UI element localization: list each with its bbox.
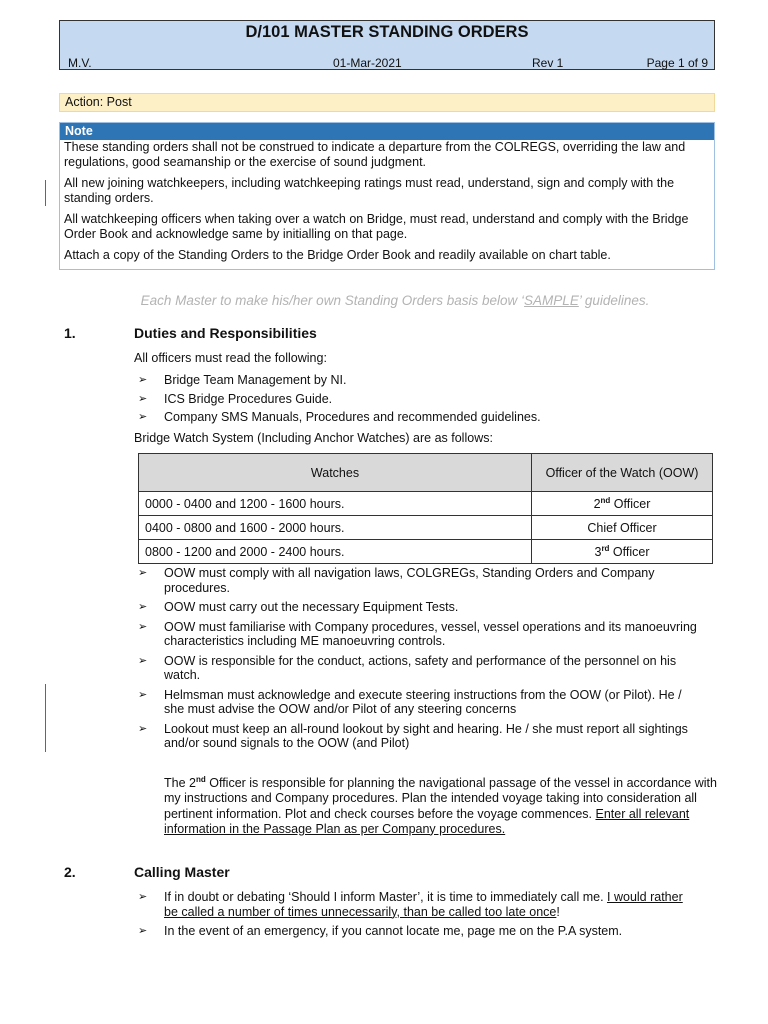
table-row [139,492,713,516]
watch-officer: 2nd Officer [532,492,713,516]
arrow-bullet-icon: ➢ [138,688,148,701]
list-item: ➢ OOW must comply with all navigation laws, COLGREGs, Standing Orders and Company procedures. [138,566,655,595]
list-item: ➢ OOW must familiarise with Company procedures, vessel, vessel operations and its manoeuvring characteristics including ME manoeuvring controls. [138,619,697,648]
column-header: Watches [139,454,532,492]
sample-word: SAMPLE [524,293,579,308]
note-heading: Note [60,123,714,140]
arrow-bullet-icon: ➢ [138,925,148,937]
list-item: ➢ OOW is responsible for the conduct, actions, safety and performance of the personnel on his watch. [138,653,677,682]
watch-officer: 3rd Officer [532,540,713,564]
arrow-bullet-icon: ➢ [138,411,148,423]
section-number: 2. [64,864,76,880]
arrow-bullet-icon: ➢ [138,374,148,386]
table-row [139,540,713,564]
note-box [59,122,715,270]
watch-officer: Chief Officer [532,516,713,540]
note-paragraph: All watchkeeping officers when taking over a watch on Bridge, must read, understand and comply with the Bridge Order Book and acknowledge same by initialling on that page. [64,212,689,241]
arrow-bullet-icon: ➢ [138,891,148,903]
list-item: ➢ Company SMS Manuals, Procedures and recommended guidelines. [138,410,541,424]
arrow-bullet-icon: ➢ [138,392,148,405]
list-item: ➢ Bridge Team Management by NI. [138,373,347,387]
column-header: Officer of the Watch (OOW) [532,454,713,492]
note-paragraph: Attach a copy of the Standing Orders to the Bridge Order Book and readily available on chart table. [64,248,611,262]
list-item: ➢ If in doubt or debating ‘Should I inform Master’, it is time to immediately call me. I would rather be called a number of times unnecessarily, than be called too late once! [138,890,683,919]
arrow-bullet-icon: ➢ [138,654,148,667]
action-banner: Action: Post [59,93,715,112]
sample-guideline-note: Each Master to make his/her own Standing Orders basis below ‘SAMPLE’ guidelines. [140,293,650,308]
change-bar [45,180,46,206]
arrow-bullet-icon: ➢ [138,601,148,613]
revision: Rev 1 [532,56,564,70]
section-title: Duties and Responsibilities [134,325,317,341]
watch-period: 0800 - 1200 and 2000 - 2400 hours. [139,540,532,564]
table-row [139,516,713,540]
section-title: Calling Master [134,864,230,880]
page-number: Page 1 of 9 [646,56,708,70]
calling-master-list [138,890,688,939]
watch-period: 0000 - 0400 and 1200 - 1600 hours. [139,492,532,516]
passage-planning-paragraph: The 2nd Officer is responsible for planning the navigational passage of the vessel in accordance with my instructions and Company procedures. Plan the intended voyage taking into consideration all pertinent information. Plot and check courses before the voyage commences. Enter all relevant information in the Passage Plan as per Company procedures. [164,775,717,836]
list-item: ➢ OOW must carry out the necessary Equipment Tests. [138,600,459,614]
reading-intro: All officers must read the following: [134,351,327,365]
arrow-bullet-icon: ➢ [138,620,148,633]
document-title: D/101 MASTER STANDING ORDERS [245,23,529,41]
list-item: ➢ ICS Bridge Procedures Guide. [138,391,333,406]
watch-system-intro: Bridge Watch System (Including Anchor Watches) are as follows: [134,431,493,445]
duties-list [138,566,698,751]
arrow-bullet-icon: ➢ [138,567,148,579]
note-paragraph: These standing orders shall not be construed to indicate a departure from the COLREGS, overriding the law and regulations, good seamanship or the exercise of sound judgment. [64,140,686,169]
list-item: ➢ Helmsman must acknowledge and execute steering instructions from the OOW (or Pilot). He / she must advise the OOW and/or Pilot of any steering concerns [138,687,682,716]
passage-plan-requirement: Enter all relevant information in the Passage Plan as per Company procedures. [164,806,690,836]
section-number: 1. [64,325,76,341]
list-item: ➢ Lookout must keep an all-round lookout by sight and hearing. He / she must report all sightings and/or sound signals to the OOW (and Pilot) [138,721,688,750]
document-header [59,20,715,70]
note-paragraph: All new joining watchkeepers, including watchkeeping ratings must read, understand, sign and comply with the standing orders. [64,176,675,205]
watch-period: 0400 - 0800 and 1600 - 2000 hours. [139,516,532,540]
watch-table [138,453,713,564]
change-bar [45,684,46,752]
list-item: ➢ In the event of an emergency, if you cannot locate me, page me on the P.A system. [138,924,623,938]
issue-date: 01-Mar-2021 [333,56,402,70]
vessel-label: M.V. [68,56,92,70]
reading-list [138,373,541,425]
arrow-bullet-icon: ➢ [138,722,148,735]
